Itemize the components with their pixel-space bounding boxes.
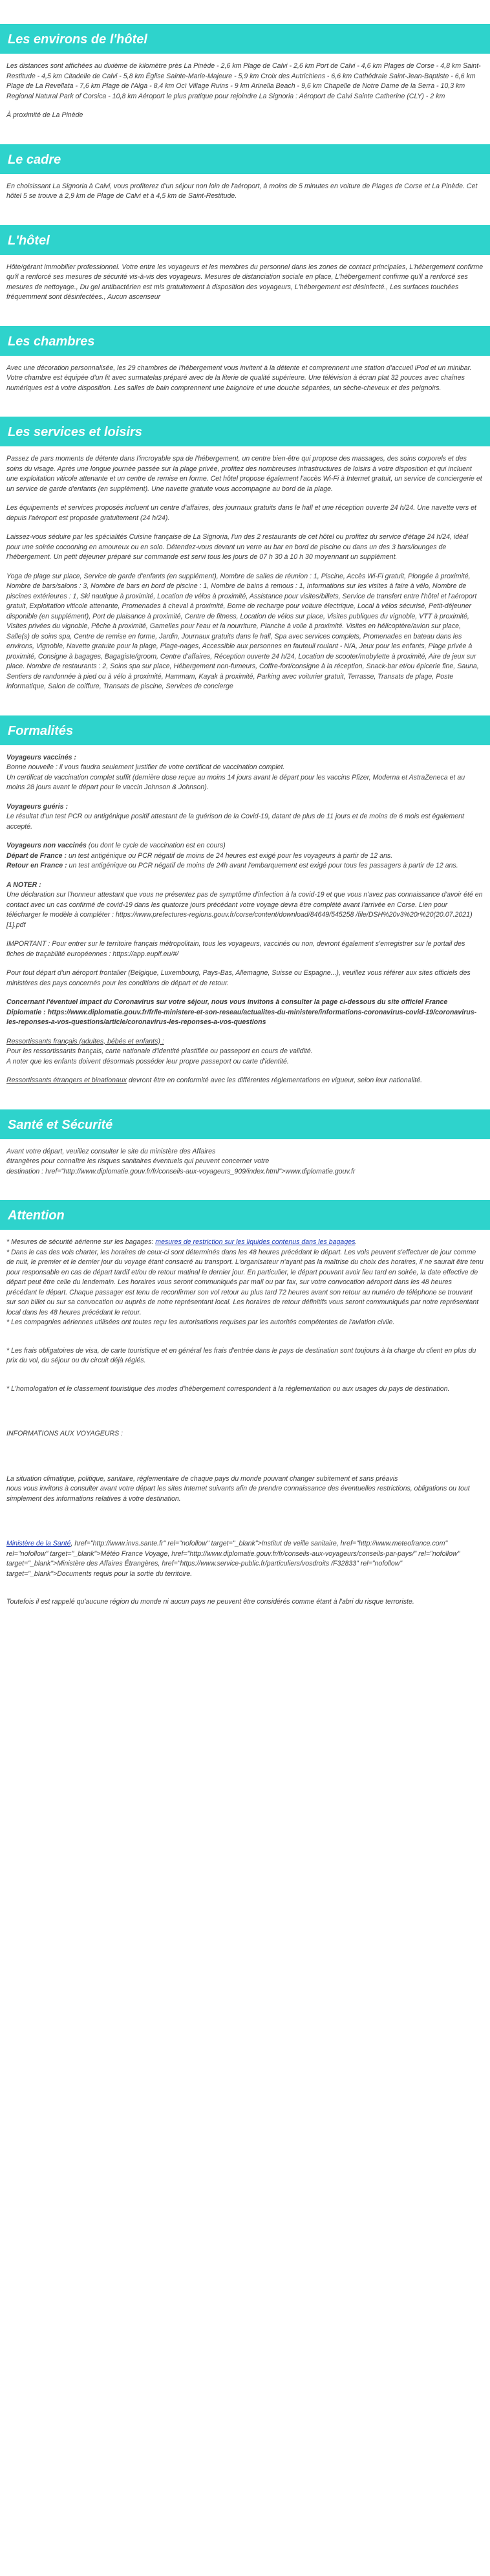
section-formalites (0, 745, 490, 1099)
recovered-title: Voyageurs guéris : (6, 802, 68, 811)
bagages-intro: * Mesures de sécurité aérienne sur les bagages: (6, 1238, 156, 1246)
attention-bagages (6, 1238, 484, 1328)
section-hotel (0, 255, 490, 316)
attention-classement-text: * L'homologation et le classement touristique des modes d'hébergement correspondent à la réglementation ou aux usages du pays de destination. (6, 1384, 450, 1393)
section-environs (0, 54, 490, 134)
french-nationals-line-2: A noter que les enfants doivent désormais posséder leur propre passeport ou carte d'identité. (6, 1057, 289, 1065)
spacer (6, 1513, 484, 1539)
info-voyageurs-line-2: nous vous invitons à consulter avant votre départ les sites Internet suivants afin de prendre connaissance des éventuelles restrictions, obligations ou tout simplement des informations relatives à votre destination. (6, 1485, 470, 1503)
vaccinated-block (6, 753, 484, 793)
section-heading-formalites: Formalités (0, 715, 490, 745)
section-sante (0, 1139, 490, 1190)
sante-text (6, 1147, 484, 1177)
recovered-block (6, 802, 484, 833)
section-heading-cadre: Le cadre (0, 144, 490, 174)
info-voyageurs-title: INFORMATIONS AUX VOYAGEURS : (6, 1430, 123, 1437)
page (0, 24, 490, 1621)
ministere-sante-link[interactable]: Ministère de la Santé (6, 1540, 71, 1547)
vaccinated-line-1: Bonne nouvelle : il vous faudra seulement justifier de votre certificat de vaccination complet. (6, 763, 285, 771)
environs-distances-text: Les distances sont affichées au dixième de kilomètre près La Pinède - 2,6 km Plage de Calvi - 2,6 km Port de Calvi - 4,6 km Plages de Corse - 4,8 km Saint-Restitude - 4,5 km Citadelle de Calvi - 5,8 km Église Sainte-Marie-Majeure - 5,9 km Croix des Autrichiens - 6,6 km Cathédrale Saint-Jean-Baptiste - 6,6 km Plage de La Revellata - 7,6 km Plage de l'Alga - 8,4 km Ocì Village Ruins - 9 km Arinella Beach - 9,6 km Chapelle de Notre Dame de la Serra - 10,3 km Regional Natural Park of Corsica - 10,8 km Aéroport le plus pratique pour rejoindre La Signoria : Aéroport de Calvi Sainte Catherine (CLY) - 2 km (6, 62, 481, 100)
coronavirus-impact-bold: Concernant l'éventuel impact du Coronavirus sur votre séjour, nous vous invitons à consulter la page ci-dessous du site officiel France Diplomatie : https://www.diplomatie.gouv.fr/fr/le-ministere-et-son-reseau/actualites-du-ministere/informations-coronavirus-covid-19/coronavirus-les-reponses-a-vos-questions/article/coronavirus-les-reponses-a-vos-questions (6, 998, 477, 1026)
info-voyageurs-line-1: La situation climatique, politique, sanitaire, réglementaire de chaque pays du monde pouvant changer subitement et sans préavis (6, 1474, 398, 1483)
hotel-text: Hôte/gérant immobilier professionnel. Votre entre les voyageurs et les membres du personnel dans les zones de contact principales, L'hébergement confirme qu'il a renforcé ses mesures de sécurité vis-à-vis des voyageurs. Mesures de distanciation sociale en place, L'hébergement confirme qu'il a renforcé ses mesures de nettoyage., Du gel antibactérien est mis gratuitement à disposition des voyageurs, L'hébergement est désinfecté., Les surfaces touchées fréquemment sont désinfectées., Aucun ascenseur (6, 263, 484, 301)
departure-label: Départ de France : (6, 851, 67, 860)
return-text: un test antigénique ou PCR négatif de moins de 24h avant l'embarquement est exigé pour tous les passagers à partir de 12 ans. (67, 862, 458, 869)
section-attention (0, 1230, 490, 1621)
spacer (6, 1448, 484, 1474)
note-title: A NOTER : (6, 880, 41, 889)
spacer (6, 1403, 484, 1429)
vaccinated-line-2: Un certificat de vaccination complet suffit (dernière dose reçue au moins 14 jours avant le départ pour les vaccins Pfizer, Moderna et AstraZeneca et au moins 28 jours avant le départ pour le vaccin Johnson & Johnson). (6, 773, 465, 791)
bagages-end: . (355, 1238, 357, 1246)
foreign-airport-text: Pour tout départ d'un aéroport frontalier (Belgique, Luxembourg, Pays-Bas, Allemagne, Suisse ou Espagne...), veuillez vous référer aux sites officiels des ministères des pays concernés pour les conditions de départ et de retour. (6, 969, 471, 987)
terrorism-warning-text: Toutefois il est rappelé qu'aucune région du monde ni aucun pays ne peuvent être considérés comme étant à l'abri du risque terroriste. (6, 1598, 414, 1606)
services-paragraph-amenities-list: Yoga de plage sur place, Service de garde d'enfants (en supplément), Nombre de salles de réunion : 1, Piscine, Accès Wi-Fi gratuit, Plongée à proximité, Nombre de bars/salons : 3, Nombre de bars en bord de piscine : 1, Nombre de bains à remous : 1, Informations sur les visites à faire à vélo, Nombre de piscines extérieures : 1, Ski nautique à proximité, Location de vélos à proximité, Assistance pour visites/billets, Service de transfert entre l'hôtel et l'aéroport gratuit, Exploitation viticole attenante, Promenades à cheval à proximité, Borne de recharge pour voiture électrique, Local à vélos sécurisé, Petit-déjeuner disponible (en supplément), Port de plaisance à proximité, Centre de fitness, Location de vélos sur place, Visites publiques du vignoble, VTT à proximité, Visites privées du vignoble, Pêche à proximité, Gamelles pour l'eau et la nourriture, Planche à voile à proximité. Visites en hélicoptère/avion sur place, Salle(s) de soins spa, Centre de remise en forme, Jardin, Journaux gratuits dans le hall, Spa avec services complets, Promenades en bateau dans les environs, Vignoble, Navette gratuite pour la plage, Plage-nages, Accessible aux personnes en fauteuil roulant - N/A, Jeux pour les enfants, Plage privée à proximité, Consigne à bagages, Bagagiste/groom, Centre d'affaires, Réception ouverte 24 h/24, Location de scooter/mobylette à proximité, Aire de jeux sur place. Nombre de restaurants : 2, Soins spa sur place, Hébergement non-fumeurs, Coffre-fort/consigne à la réception, Snack-bar et/ou épicerie fine, Sauna, Sentiers de randonnée à pied ou à vélo à proximité, Hammam, Kayak à proximité, Parking avec voiturier gratuit, Terrasse, Transats de plage, Poste informatique, Salon de coiffure, Transats de piscine, Services de concierge (6, 572, 479, 690)
attention-visa-text: * Les frais obligatoires de visa, de carte touristique et en général les frais d'entrée dans le pays de destination sont toujours à la charge du client en plus du prix du vol, du séjour ou du circuit déjà réglés. (6, 1346, 476, 1364)
spacer (6, 1337, 484, 1346)
sante-line-2: étrangères pour connaître les risques sanitaires éventuels qui peuvent concerner votre (6, 1157, 270, 1165)
french-nationals-block (6, 1037, 484, 1067)
section-heading-services: Les services et loisirs (0, 417, 490, 446)
attention-charter-text: * Dans le cas des vols charter, les horaires de ceux-ci sont déterminés dans les 48 heures précédant le départ. Les vols peuvent s'effectuer de jour comme de nuit, le premier et le dernier jour du voyage étant consacré au transport. L'organisateur n'ayant pas la maîtrise du choix des horaires, il ne saurait être tenu pour responsable en cas de départ tardif et/ou de retour matinal le dernier jour. En particulier, le départ pouvant avoir lieu tard en soirée, la date effective de départ peut être celle du lendemain. Les horaires vous seront communiqués par mail ou par fax, sur votre convocation aéroport dans les 48 heures précédant le départ. Chaque passager est tenu de reconfirmer son vol retour au plus tard 72 heures avant son retour au numéro de téléphone se trouvant sur son billet ou sur sa convocation ou auprès de notre représentant local. Les horaires de retour définitifs vous seront communiqués par notre représentant local dans les 48 heures précédant le retour. (6, 1248, 484, 1316)
section-heading-environs: Les environs de l'hôtel (0, 24, 490, 54)
services-paragraph-equipements: Les équipements et services proposés incluent un centre d'affaires, des journaux gratuits dans le hall et une réception ouverte 24 h/24. Une navette vers et depuis l'aéroport est proposée gratuitement (24 h/24). (6, 504, 476, 522)
return-label: Retour en France : (6, 862, 67, 869)
attention-airlines-text: * Les compagnies aériennes utilisées ont toutes reçu les autorisations requises par les autorités compétentes de l'aviation civile. (6, 1318, 395, 1326)
cadre-text: En choisissant La Signoria à Calvi, vous profiterez d'un séjour non loin de l'aéroport, à moins de 5 minutes en voiture de Plages de Corse et La Pinède. Cet hôtel 5 se trouve à 2,9 km de Plage de Calvi et à 4,5 km de Saint-Restitude. (6, 182, 478, 200)
environs-nearby-text: À proximité de La Pinède (6, 111, 83, 119)
foreign-nationals-title: Ressortissants étrangers et binationaux (6, 1076, 127, 1084)
unvaccinated-subtitle: (ou dont le cycle de vaccination est en cours) (86, 842, 226, 849)
important-text: IMPORTANT : Pour entrer sur le territoire français métropolitain, tous les voyageurs, vaccinés ou non, devront également s'enregistrer sur le portail des fiches de traçabilité européennes : https://app.euplf.eu/#/ (6, 940, 465, 958)
services-paragraph-spa: Passez de pars moments de détente dans l'incroyable spa de l'hébergement, un centre bien-être qui propose des massages, des soins corporels et des soins du visage. Après une longue journée passée sur la plage privée, profitez des nombreuses infrastructures de loisirs à votre disposition et qui incluent une exploitation viticole attenante et un centre de remise en forme. Cet hôtel propose également l'accès Wi-Fi à Internet gratuit, un service de conciergerie et un service de garde d'enfants (en supplément). Une navette gratuite vous accompagne au bord de la plage. (6, 455, 482, 493)
section-services (0, 446, 490, 705)
section-heading-sante: Santé et Sécurité (0, 1109, 490, 1139)
recovered-text: Le résultat d'un test PCR ou antigénique positif attestant de la guérison de la Covid-19, datant de plus de 11 jours et de moins de 6 mois est également accepté. (6, 813, 464, 831)
liquids-restriction-link[interactable]: mesures de restriction sur les liquides contenus dans les bagages (155, 1238, 356, 1246)
departure-text: un test antigénique ou PCR négatif de moins de 24 heures est exigé pour les voyageurs à partir de 12 ans. (67, 851, 393, 860)
vaccinated-title: Voyageurs vaccinés : (6, 753, 76, 761)
section-heading-attention: Attention (0, 1200, 490, 1230)
sante-line-3: destination : href="http://www.diplomatie.gouv.fr/fr/conseils-aux-voyageurs_909/index.html">www.diplomatie.gouv.fr (6, 1167, 356, 1175)
info-voyageurs-block (6, 1474, 484, 1505)
foreign-nationals-text: devront être en conformité avec les différentes réglementations en vigueur, selon leur nationalité. (127, 1076, 423, 1084)
coronavirus-impact-text (6, 998, 484, 1028)
french-nationals-line-1: Pour les ressortissants français, carte nationale d'identité plastifiée ou passeport en cours de validité. (6, 1047, 313, 1055)
unvaccinated-block (6, 841, 484, 871)
section-heading-chambres: Les chambres (0, 326, 490, 356)
note-text: Une déclaration sur l'honneur attestant que vous ne présentez pas de symptôme d'infection à la covid-19 et que vous n'avez pas connaissance d'avoir été en contact avec un cas confirmé de covid-19 dans les quatorze jours précédant votre voyage devra être complété avant l'arrivée en Corse. Lien pour télécharger le modèle à compléter : https://www.prefectures-regions.gouv.fr/corse/content/download/84649/545258 /file/DSH%20v3%20r%20(20.07.2021)[1].pdf (6, 891, 483, 929)
section-heading-hotel: L'hôtel (0, 225, 490, 255)
note-block (6, 880, 484, 931)
french-nationals-title: Ressortissants français (adultes, bébés et enfants) : (6, 1037, 164, 1045)
spacer (6, 1588, 484, 1597)
useful-links-text: , href="http://www.invs.sante.fr" rel="nofollow" target="_blank">Institut de veille sanitaire, href="http://www.meteofrance.com" rel="nofollow" target="_blank">Météo France Voyage, href="http://www.diplomatie.gouv.fr/fr/conseils-aux-voyageurs/conseils-par-pays/" rel="nofollow" target="_blank">Ministère des Affaires Étrangères, href="https://www.service-public.fr/particuliers/vosdroits /F32833" rel="nofollow" target="_blank">Documents requis pour la sortie du territoire. (6, 1540, 460, 1578)
foreign-nationals-block (6, 1076, 484, 1086)
sante-line-1: Avant votre départ, veuillez consulter le site du ministère des Affaires (6, 1147, 216, 1155)
section-chambres (0, 356, 490, 407)
spacer (6, 1375, 484, 1384)
unvaccinated-title: Voyageurs non vaccinés (6, 842, 87, 849)
chambres-text: Avec une décoration personnalisée, les 29 chambres de l'hébergement vous invitent à la détente et comprennent une station d'accueil iPod et un minibar. Votre chambre est équipée d'un lit avec surmatelas préparé avec de la literie de qualité supérieure. Une télévision à écran plat 32 pouces avec chaînes numériques est à votre disposition. Les salles de bain comprennent une baignoire et une douche séparées, un sèche-cheveux et des peignoirs. (6, 364, 472, 392)
section-cadre (0, 174, 490, 215)
services-paragraph-restauration: Laissez-vous séduire par les spécialités Cuisine française de La Signoria, l'un des 2 restaurants de cet hôtel ou profitez du service d'étage 24 h/24, idéal pour une soirée cocooning en amoureux ou en solo. Détendez-vous devant un verre au bar en bord de piscine ou dans un des 3 bars/lounges de l'hébergement. Un petit déjeuner préparé sur commande est servi tous les jours de 07 h 30 à 10 h 30 moyennant un supplément. (6, 533, 469, 561)
useful-links-block (6, 1539, 484, 1579)
